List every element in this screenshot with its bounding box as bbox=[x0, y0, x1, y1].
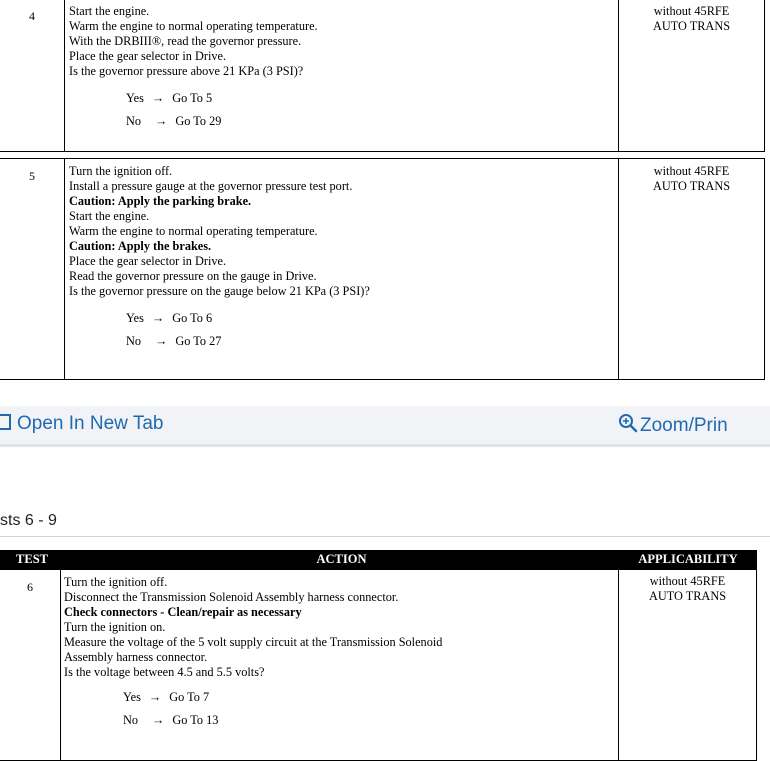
applicability-line: AUTO TRANS bbox=[648, 589, 727, 603]
action-line: Warm the engine to normal operating temperature. bbox=[69, 19, 318, 33]
applicability-text bbox=[619, 0, 764, 34]
caution-line: Check connectors - Clean/repair as necessary bbox=[64, 605, 302, 619]
no-label: No bbox=[126, 114, 142, 128]
goto-yes bbox=[126, 87, 618, 110]
zoom-print-label: Zoom/Prin bbox=[640, 415, 728, 436]
applicability-cell bbox=[619, 0, 764, 151]
action-cell bbox=[65, 159, 619, 379]
action-cell bbox=[65, 0, 619, 151]
action-line: Turn the ignition on. bbox=[64, 620, 166, 634]
yes-target: Go To 6 bbox=[172, 311, 213, 325]
table-row bbox=[0, 570, 757, 761]
action-line: Start the engine. bbox=[69, 209, 150, 223]
arrow-icon: → bbox=[155, 114, 168, 128]
applicability-line: without 45RFE bbox=[649, 574, 726, 588]
test-number: 6 bbox=[27, 580, 33, 594]
goto-no bbox=[126, 110, 618, 133]
zoom-print-link[interactable] bbox=[618, 413, 728, 437]
test-number-cell bbox=[0, 570, 61, 760]
test-number-cell bbox=[0, 159, 65, 379]
yes-label: Yes bbox=[126, 91, 144, 105]
open-in-new-tab-link[interactable] bbox=[0, 413, 163, 435]
action-line: Is the voltage between 4.5 and 5.5 volts? bbox=[64, 665, 265, 679]
no-target: Go To 29 bbox=[175, 114, 222, 128]
applicability-line: without 45RFE bbox=[653, 4, 730, 18]
applicability-text bbox=[619, 570, 756, 604]
section-title: sts 6 - 9 bbox=[0, 512, 57, 529]
action-line: Assembly harness connector. bbox=[64, 650, 208, 664]
yes-label: Yes bbox=[123, 690, 141, 704]
open-in-new-tab-label: Open In New Tab bbox=[17, 413, 164, 434]
goto-options bbox=[61, 686, 618, 732]
figure-action-bar bbox=[0, 406, 770, 447]
action-text bbox=[65, 159, 618, 299]
test-number-cell bbox=[0, 0, 65, 151]
test-number: 4 bbox=[29, 9, 35, 23]
action-line: Turn the ignition off. bbox=[64, 575, 168, 589]
goto-options bbox=[65, 307, 618, 353]
yes-label: Yes bbox=[126, 311, 144, 325]
action-text bbox=[65, 0, 618, 79]
action-line: Start the engine. bbox=[69, 4, 150, 18]
action-text bbox=[61, 570, 618, 680]
caution-line: Caution: Apply the brakes. bbox=[69, 239, 212, 253]
external-tab-icon bbox=[0, 414, 11, 430]
action-line: Install a pressure gauge at the governor pressure test port. bbox=[69, 179, 353, 193]
action-line: Is the governor pressure on the gauge below 21 KPa (3 PSI)? bbox=[69, 284, 370, 298]
table-row bbox=[0, 158, 765, 380]
diagnostic-table-tests-6-9 bbox=[0, 550, 757, 749]
action-line: Warm the engine to normal operating temperature. bbox=[69, 224, 318, 238]
action-line: Is the governor pressure above 21 KPa (3 PSI)? bbox=[69, 64, 304, 78]
yes-target: Go To 5 bbox=[172, 91, 213, 105]
table-row bbox=[0, 0, 765, 152]
no-label: No bbox=[126, 334, 142, 348]
action-line: Read the governor pressure on the gauge in Drive. bbox=[69, 269, 317, 283]
table-header bbox=[0, 550, 757, 570]
action-line: Disconnect the Transmission Solenoid Assembly harness connector. bbox=[64, 590, 399, 604]
action-line: Measure the voltage of the 5 volt supply circuit at the Transmission Solenoid bbox=[64, 635, 443, 649]
action-line: Turn the ignition off. bbox=[69, 164, 173, 178]
action-line: Place the gear selector in Drive. bbox=[69, 254, 227, 268]
arrow-icon: → bbox=[155, 334, 168, 348]
action-line: Place the gear selector in Drive. bbox=[69, 49, 227, 63]
goto-no bbox=[123, 709, 618, 732]
applicability-cell bbox=[619, 159, 764, 379]
zoom-in-icon bbox=[618, 413, 638, 433]
arrow-icon: → bbox=[151, 311, 165, 325]
no-target: Go To 27 bbox=[175, 334, 222, 348]
yes-target: Go To 7 bbox=[169, 690, 210, 704]
arrow-icon: → bbox=[148, 690, 162, 704]
applicability-line: without 45RFE bbox=[653, 164, 730, 178]
goto-yes bbox=[126, 307, 618, 330]
action-cell bbox=[61, 570, 619, 760]
header-applicability: APPLICABILITY bbox=[638, 552, 738, 566]
arrow-icon: → bbox=[152, 713, 165, 727]
applicability-text bbox=[619, 159, 764, 194]
applicability-line: AUTO TRANS bbox=[652, 179, 731, 193]
no-target: Go To 13 bbox=[172, 713, 219, 727]
applicability-cell bbox=[619, 570, 756, 760]
goto-yes bbox=[123, 686, 618, 709]
test-number: 5 bbox=[29, 169, 35, 183]
goto-no bbox=[126, 330, 618, 353]
caution-line: Caution: Apply the parking brake. bbox=[69, 194, 252, 208]
divider bbox=[0, 536, 770, 537]
header-action: ACTION bbox=[316, 552, 367, 566]
header-test: TEST bbox=[16, 552, 48, 566]
arrow-icon: → bbox=[151, 91, 165, 105]
action-line: With the DRBIII®, read the governor pressure. bbox=[69, 34, 302, 48]
goto-options bbox=[65, 87, 618, 133]
applicability-line: AUTO TRANS bbox=[652, 19, 731, 33]
diagnostic-table-tests-4-5 bbox=[0, 0, 764, 380]
no-label: No bbox=[123, 713, 139, 727]
